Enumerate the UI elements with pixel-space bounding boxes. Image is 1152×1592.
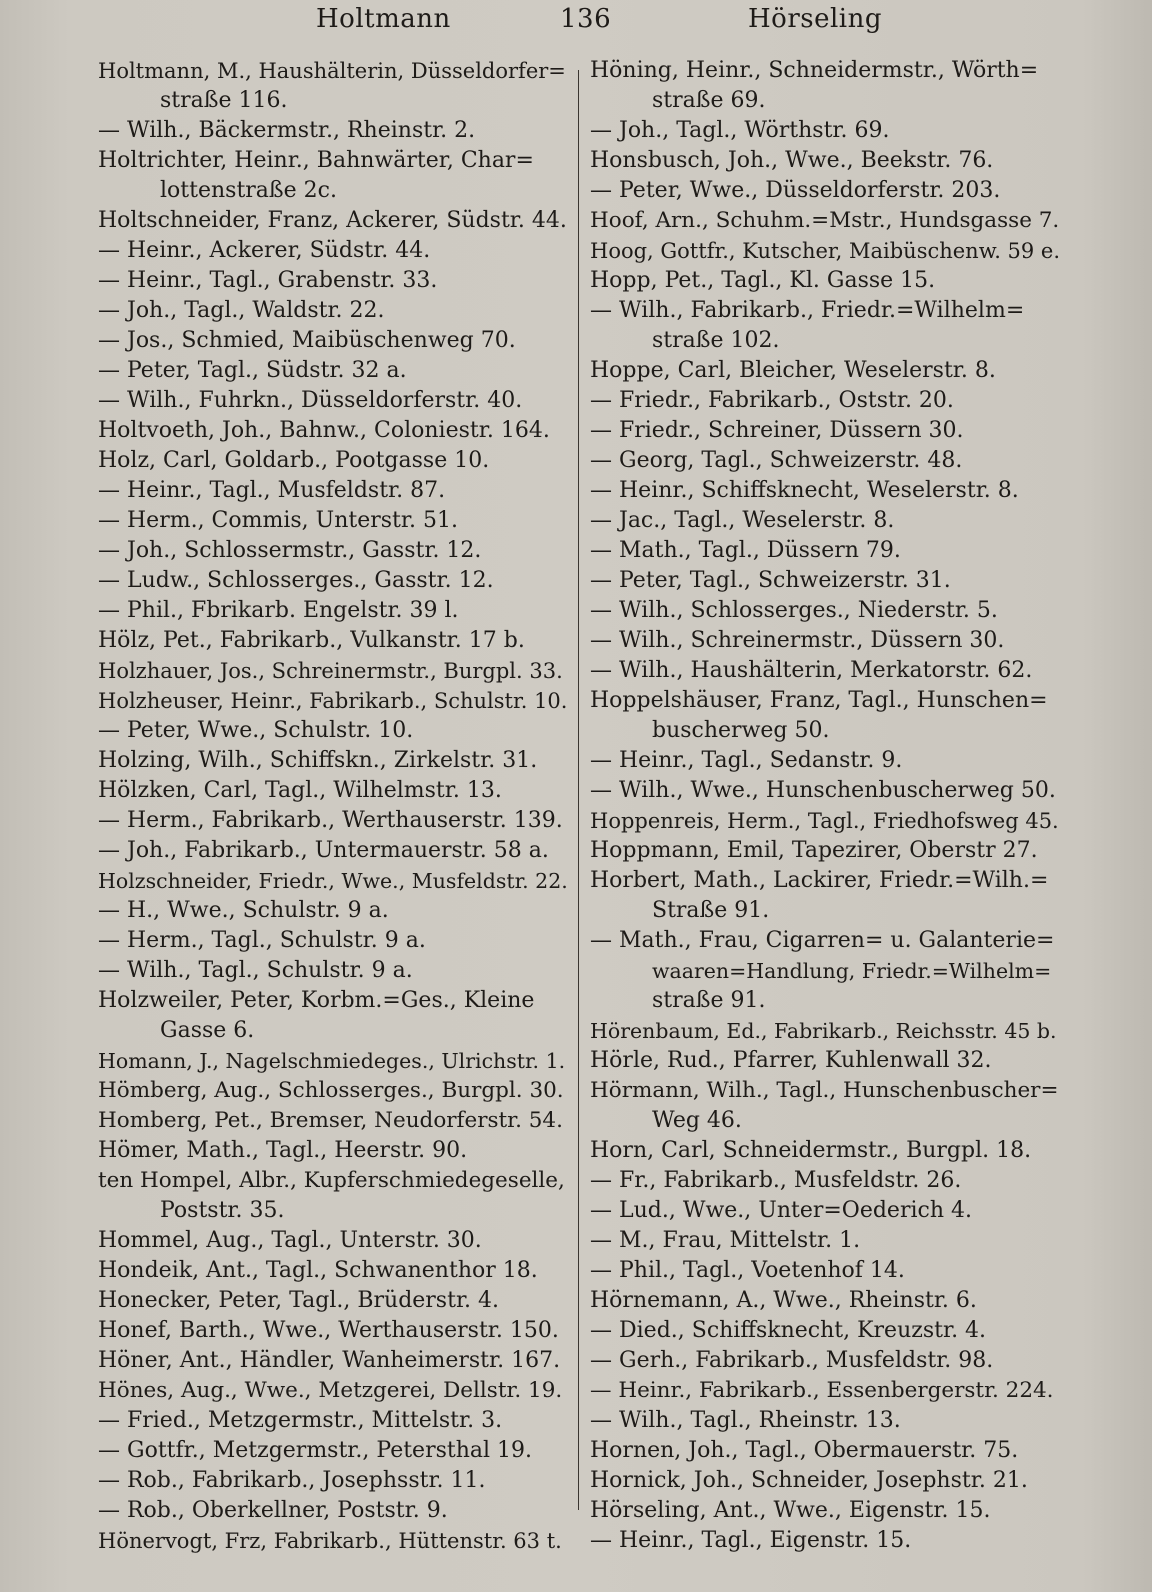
directory-entry: Holz, Carl, Goldarb., Pootgasse 10. (98, 448, 490, 473)
directory-entry: Hönes, Aug., Wwe., Metzgerei, Dellstr. 19. (98, 1378, 563, 1403)
directory-entry: — Heinr., Tagl., Sedanstr. 9. (590, 748, 903, 773)
directory-entry: — Died., Schiffsknecht, Kreuzstr. 4. (590, 1318, 987, 1343)
directory-entry: — M., Frau, Mittelstr. 1. (590, 1228, 861, 1253)
directory-entry: — Herm., Tagl., Schulstr. 9 a. (98, 928, 426, 953)
directory-entry: — Gottfr., Metzgermstr., Petersthal 19. (98, 1438, 533, 1463)
directory-entry: Hommel, Aug., Tagl., Unterstr. 30. (98, 1228, 482, 1253)
directory-entry: — Georg, Tagl., Schweizerstr. 48. (590, 448, 963, 473)
directory-entry: — Wilh., Wwe., Hunschenbuscherweg 50. (590, 778, 1056, 803)
directory-entry: — Wilh., Bäckermstr., Rheinstr. 2. (98, 118, 476, 143)
directory-entry: Hoog, Gottfr., Kutscher, Maibüschenw. 59 e. (590, 239, 1060, 263)
directory-entry: Holtvoeth, Joh., Bahnw., Coloniestr. 164. (98, 418, 550, 443)
directory-entry-continuation: straße 116. (160, 88, 288, 113)
directory-entry-continuation: straße 91. (652, 988, 766, 1013)
header-left-keyword: Holtmann (316, 4, 451, 34)
directory-entry: Homann, J., Nagelschmiedeges., Ulrichstr. 1. (98, 1049, 566, 1073)
directory-entry: Hörseling, Ant., Wwe., Eigenstr. 15. (590, 1498, 991, 1523)
directory-entry: Hoof, Arn., Schuhm.=Mstr., Hundsgasse 7. (590, 208, 1060, 233)
directory-entry: — Rob., Oberkellner, Poststr. 9. (98, 1498, 448, 1523)
directory-entry: ten Hompel, Albr., Kupferschmiedegeselle, (98, 1168, 565, 1193)
directory-entry: Hornen, Joh., Tagl., Obermauerstr. 75. (590, 1438, 1019, 1463)
directory-entry: Höning, Heinr., Schneidermstr., Wörth= (590, 58, 1039, 83)
directory-entry: Honecker, Peter, Tagl., Brüderstr. 4. (98, 1288, 500, 1313)
directory-entry: — Wilh., Tagl., Rheinstr. 13. (590, 1408, 901, 1433)
directory-entry: Homberg, Pet., Bremser, Neudorferstr. 54. (98, 1108, 563, 1133)
directory-entry: Hopp, Pet., Tagl., Kl. Gasse 15. (590, 268, 936, 293)
directory-entry: — Math., Tagl., Düssern 79. (590, 538, 901, 563)
directory-entry: — Peter, Tagl., Südstr. 32 a. (98, 358, 407, 383)
directory-entry: Holzweiler, Peter, Korbm.=Ges., Kleine (98, 988, 535, 1013)
page-number: 136 (560, 4, 612, 34)
directory-entry: — Joh., Fabrikarb., Untermauerstr. 58 a. (98, 838, 549, 863)
directory-entry-continuation: Weg 46. (652, 1108, 742, 1133)
directory-entry: — Joh., Schlossermstr., Gasstr. 12. (98, 538, 482, 563)
directory-entry-continuation: Gasse 6. (160, 1018, 255, 1043)
directory-entry: Hörnemann, A., Wwe., Rheinstr. 6. (590, 1288, 977, 1313)
directory-entry: Holzschneider, Friedr., Wwe., Musfeldstr. 22. (98, 869, 568, 893)
directory-entry: — Fried., Metzgermstr., Mittelstr. 3. (98, 1408, 503, 1433)
directory-entry: — Joh., Tagl., Wörthstr. 69. (590, 118, 890, 143)
directory-entry-continuation: straße 102. (652, 328, 780, 353)
directory-entry: — Herm., Commis, Unterstr. 51. (98, 508, 458, 533)
directory-entry: — Gerh., Fabrikarb., Musfeldstr. 98. (590, 1348, 994, 1373)
directory-entry: Hoppe, Carl, Bleicher, Weselerstr. 8. (590, 358, 996, 383)
directory-entry: — Peter, Tagl., Schweizerstr. 31. (590, 568, 951, 593)
directory-entry: Höner, Ant., Händler, Wanheimerstr. 167. (98, 1348, 561, 1373)
directory-entry: — Heinr., Schiffsknecht, Weselerstr. 8. (590, 478, 1019, 503)
directory-entry: — Heinr., Tagl., Eigenstr. 15. (590, 1528, 912, 1553)
directory-entry: Hörenbaum, Ed., Fabrikarb., Reichsstr. 45 b. (590, 1019, 1057, 1043)
directory-entry: — Jos., Schmied, Maibüschenweg 70. (98, 328, 516, 353)
directory-entry: — Wilh., Haushälterin, Merkatorstr. 62. (590, 658, 1033, 683)
page-header (0, 0, 1152, 50)
directory-entry: Horbert, Math., Lackirer, Friedr.=Wilh.= (590, 868, 1049, 893)
directory-entry-continuation: straße 69. (652, 88, 766, 113)
directory-entry: — Ludw., Schlosserges., Gasstr. 12. (98, 568, 494, 593)
directory-entry: — Fr., Fabrikarb., Musfeldstr. 26. (590, 1168, 962, 1193)
directory-entry: — Phil., Fbrikarb. Engelstr. 39 l. (98, 598, 459, 623)
directory-entry: Hölzken, Carl, Tagl., Wilhelmstr. 13. (98, 778, 502, 803)
right-column (590, 56, 1060, 1556)
directory-entry: — Herm., Fabrikarb., Werthauserstr. 139. (98, 808, 563, 833)
directory-entry: — Wilh., Fuhrkn., Düsseldorferstr. 40. (98, 388, 523, 413)
directory-entry: — Rob., Fabrikarb., Josephsstr. 11. (98, 1468, 486, 1493)
directory-entry: Holzheuser, Heinr., Fabrikarb., Schulstr. 10. (98, 689, 568, 713)
directory-entry: Hoppelshäuser, Franz, Tagl., Hunschen= (590, 688, 1048, 713)
directory-entry: Hömberg, Aug., Schlosserges., Burgpl. 30. (98, 1078, 564, 1103)
header-right-keyword: Hörseling (748, 4, 883, 34)
directory-entry: — Heinr., Ackerer, Südstr. 44. (98, 238, 431, 263)
directory-entry-continuation: buscherweg 50. (652, 718, 830, 743)
directory-entry: Hoppenreis, Herm., Tagl., Friedhofsweg 45. (590, 809, 1059, 833)
directory-entry: Horn, Carl, Schneidermstr., Burgpl. 18. (590, 1138, 1032, 1163)
directory-entry-continuation: Straße 91. (652, 898, 770, 923)
directory-entry-continuation: Poststr. 35. (160, 1198, 285, 1223)
directory-entry: Hörmann, Wilh., Tagl., Hunschenbuscher= (590, 1078, 1059, 1103)
directory-entry: — Friedr., Schreiner, Düssern 30. (590, 418, 964, 443)
directory-entry: Hölz, Pet., Fabrikarb., Vulkanstr. 17 b. (98, 628, 525, 653)
directory-entry: Honsbusch, Joh., Wwe., Beekstr. 76. (590, 148, 994, 173)
directory-entry: Holzhauer, Jos., Schreinermstr., Burgpl. 33. (98, 659, 563, 683)
directory-entry: Holtschneider, Franz, Ackerer, Südstr. 44. (98, 208, 567, 233)
directory-entry: — Joh., Tagl., Waldstr. 22. (98, 298, 385, 323)
directory-entry: Hornick, Joh., Schneider, Josephstr. 21. (590, 1468, 1028, 1493)
directory-entry: Holtmann, M., Haushälterin, Düsseldorfer= (98, 59, 566, 83)
directory-entry: Holzing, Wilh., Schiffskn., Zirkelstr. 31. (98, 748, 538, 773)
directory-entry: — Jac., Tagl., Weselerstr. 8. (590, 508, 895, 533)
directory-entry: — Heinr., Tagl., Grabenstr. 33. (98, 268, 438, 293)
directory-entry: Hoppmann, Emil, Tapezirer, Oberstr 27. (590, 838, 1038, 863)
directory-entry: — Phil., Tagl., Voetenhof 14. (590, 1258, 905, 1283)
directory-entry: — Wilh., Tagl., Schulstr. 9 a. (98, 958, 413, 983)
directory-entry: — Heinr., Fabrikarb., Essenbergerstr. 224. (590, 1378, 1054, 1403)
directory-entry: — Peter, Wwe., Düsseldorferstr. 203. (590, 178, 1001, 203)
directory-entry: — Wilh., Fabrikarb., Friedr.=Wilhelm= (590, 298, 1025, 323)
directory-entry: — Peter, Wwe., Schulstr. 10. (98, 718, 414, 743)
left-column (98, 56, 568, 1556)
directory-entry: — Wilh., Schreinermstr., Düssern 30. (590, 628, 1005, 653)
directory-entry: Hörle, Rud., Pfarrer, Kuhlenwall 32. (590, 1048, 992, 1073)
directory-entry: Hondeik, Ant., Tagl., Schwanenthor 18. (98, 1258, 538, 1283)
column-divider (578, 70, 579, 1510)
directory-entry: Hömer, Math., Tagl., Heerstr. 90. (98, 1138, 468, 1163)
directory-entry: — Math., Frau, Cigarren= u. Galanterie= (590, 928, 1055, 953)
directory-entry: — Heinr., Tagl., Musfeldstr. 87. (98, 478, 446, 503)
directory-entry: — H., Wwe., Schulstr. 9 a. (98, 898, 389, 923)
directory-entry: Holtrichter, Heinr., Bahnwärter, Char= (98, 148, 534, 173)
directory-entry: Honef, Barth., Wwe., Werthauserstr. 150. (98, 1318, 559, 1343)
directory-entry-continuation: waaren=Handlung, Friedr.=Wilhelm= (652, 959, 1052, 983)
directory-entry: — Friedr., Fabrikarb., Oststr. 20. (590, 388, 954, 413)
directory-entry: — Wilh., Schlosserges., Niederstr. 5. (590, 598, 998, 623)
directory-entry: — Lud., Wwe., Unter=Oederich 4. (590, 1198, 972, 1223)
directory-entry: Hönervogt, Frz, Fabrikarb., Hüttenstr. 63 t. (98, 1529, 562, 1553)
directory-entry-continuation: lottenstraße 2c. (160, 178, 337, 203)
